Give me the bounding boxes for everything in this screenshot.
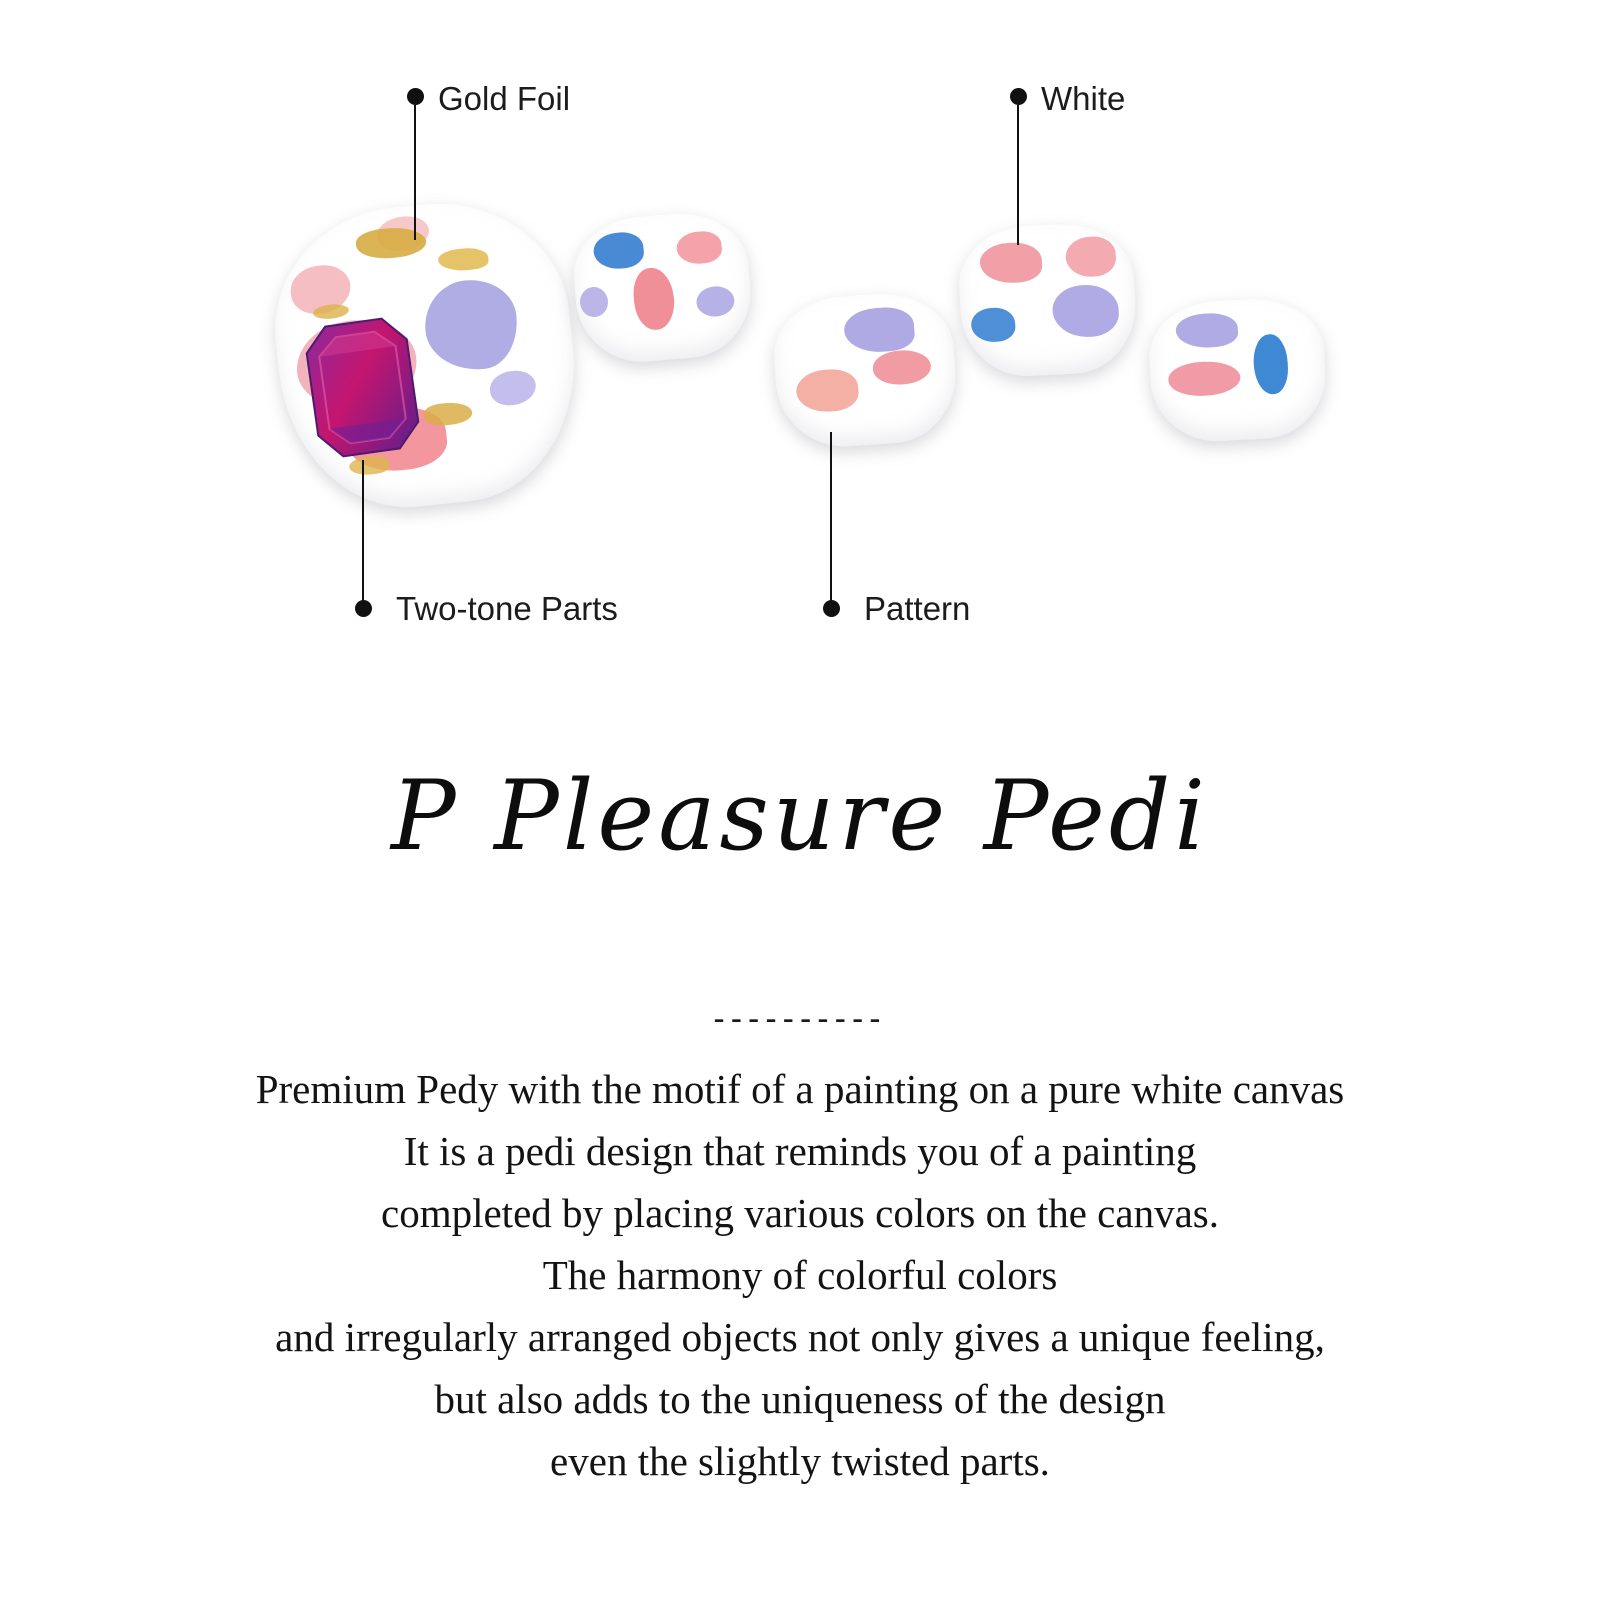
blob-peach (795, 368, 860, 414)
blob-periwinkle-large (421, 276, 522, 375)
product-illustration (0, 0, 1600, 700)
description-block (0, 1058, 1600, 1492)
blob-pink (1168, 360, 1242, 398)
blob-blue (592, 231, 645, 271)
divider: ---------- (713, 1000, 887, 1038)
description-line: completed by placing various colors on the canvas. (381, 1190, 1219, 1236)
blob-periwinkle (1051, 283, 1120, 338)
callout-label-pattern: Pattern (864, 590, 971, 627)
description-line: The harmony of colorful colors (542, 1252, 1058, 1298)
blob-blue (970, 307, 1016, 343)
description-line: but also adds to the uniqueness of the design (434, 1376, 1166, 1422)
description-line: Premium Pedy with the motif of a painting on a pure white canvas (255, 1066, 1345, 1112)
description-line: even the slightly twisted parts. (550, 1438, 1050, 1484)
callout-line-two-tone-parts (362, 460, 364, 608)
blob-periwinkle (843, 306, 916, 355)
blob-pink (872, 348, 932, 386)
callout-label-gold-foil: Gold Foil (438, 80, 571, 117)
nail-tip-2 (569, 208, 756, 368)
description-line: It is a pedi design that reminds you of a painting (403, 1128, 1197, 1174)
page-title: P Pleasure Pedi (390, 760, 1209, 872)
blob-periwinkle-edge (579, 286, 610, 318)
callout-line-pattern (830, 432, 832, 607)
blob-periwinkle (695, 285, 735, 318)
blob-blue (1252, 333, 1289, 395)
callout-line-white (1017, 105, 1019, 245)
callout-label-white: White (1041, 80, 1126, 117)
callout-line-gold-foil (414, 105, 416, 240)
blob-pink-vertical (631, 266, 676, 331)
callout-dot-gold-foil (407, 88, 424, 105)
callout-dot-white (1010, 88, 1027, 105)
gold-foil-flake-2 (437, 246, 489, 273)
blob-periwinkle-small (488, 369, 537, 408)
gold-foil-flake-4 (423, 400, 473, 427)
blob-pink-left (979, 241, 1043, 284)
nail-tip-3 (770, 289, 960, 451)
nail-tip-5 (1146, 296, 1328, 445)
blob-pink (675, 230, 723, 266)
gem-stone (301, 313, 424, 461)
callout-label-two-tone-parts: Two-tone Parts (396, 590, 618, 627)
blob-pink-right (1065, 235, 1117, 278)
description-line: and irregularly arranged objects not only gives a unique feeling, (275, 1314, 1325, 1360)
nail-tip-4 (956, 221, 1139, 380)
blob-periwinkle (1175, 312, 1239, 349)
